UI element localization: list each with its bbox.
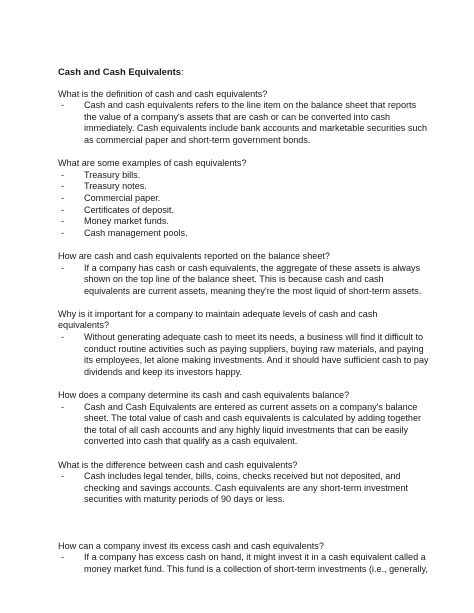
answer-item [58,181,430,193]
bullet-dash: - [61,552,65,563]
answer-item [58,471,430,506]
answer-item [58,100,430,146]
answer-text: Cash includes legal tender, bills, coins, checks received but not deposited, and checking and savings accounts. Cash equivalents are any short-term investment securities with maturity periods of 90 days or less. [84,471,409,505]
document-title-suffix: : [180,66,184,77]
question-text: How can a company invest its excess cash and cash equivalents? [58,540,324,551]
answer-text: Treasury notes. [84,181,147,192]
question-text: What is the difference between cash and cash equivalents? [58,459,298,470]
answer-text: If a company has excess cash on hand, it might invest it in a cash equivalent called a money market fund. This fund is a collection of short-term investments (i.e., generally, [84,552,428,574]
answer-item [58,263,430,298]
answer-text: Cash and Cash Equivalents are entered as current assets on a company's balance sheet. The total value of cash and cash equivalents is calculated by adding together the total of all cash accounts and any highly liquid investments that can be easily converted into cash that qualify as a cash equivalent. [84,401,422,447]
answer-item [58,228,430,240]
answer-list [58,263,430,298]
answer-list [58,552,430,575]
answer-list [58,471,430,506]
bullet-dash: - [61,204,65,215]
answer-list [58,100,430,146]
answer-text: Cash management pools. [84,227,188,238]
answer-list [58,402,430,448]
qa-section-examples [58,158,430,239]
question-text: What is the definition of cash and cash equivalents? [58,88,268,99]
answer-text: Money market funds. [84,216,169,227]
answer-text: If a company has cash or cash equivalents, the aggregate of these assets is always shown on the top line of the balance sheet. This is because cash and cash equivalents are current assets, meaning they're the most liquid of short-term assets. [84,262,422,296]
qa-section-importance [58,309,430,379]
question-text: How does a company determine its cash and cash equivalents balance? [58,390,350,401]
answer-item [58,216,430,228]
bullet-dash: - [61,262,65,273]
answer-item [58,205,430,217]
bullet-dash: - [61,169,65,180]
answer-item [58,552,430,575]
bullet-dash: - [61,332,65,343]
bullet-dash: - [61,471,65,482]
bullet-dash: - [61,401,65,412]
blank-line-spacer [58,518,430,541]
qa-section-reporting [58,251,430,297]
document-title-text: Cash and Cash Equivalents [58,66,181,77]
answer-item [58,170,430,182]
question-text: What are some examples of cash equivalents? [58,158,247,169]
bullet-dash: - [61,192,65,203]
qa-section-determination [58,390,430,448]
question-text: How are cash and cash equivalents reported on the balance sheet? [58,250,330,261]
answer-item [58,332,430,378]
bullet-dash: - [61,100,65,111]
answer-text: Treasury bills. [84,169,141,180]
answer-text: Commercial paper. [84,192,161,203]
answer-text: Cash and cash equivalents refers to the line item on the balance sheet that reports the value of a company's assets that are cash or can be converted into cash immediately. Cash equivalents include bank accounts and marketable securities such as commercial paper and short-term government bonds. [84,100,428,145]
bullet-dash: - [61,227,65,238]
answer-text: Without generating adequate cash to meet its needs, a business will find it difficult to conduct routine activities such as paying suppliers, buying raw materials, and paying its employees, let alone making investments. And it should have sufficient cash to pay dividends and keep its investors happy. [84,332,429,377]
answer-list [58,332,430,378]
document-body [58,66,430,587]
qa-section-definition [58,89,430,147]
qa-section-difference [58,460,430,506]
bullet-dash: - [61,181,65,192]
answer-item [58,193,430,205]
answer-text: Certificates of deposit. [84,204,174,215]
answer-list [58,170,430,240]
qa-section-investing [58,541,430,576]
bullet-dash: - [61,216,65,227]
document-title [58,66,430,78]
question-text: Why is it important for a company to maintain adequate levels of cash and cash equivalents? [58,308,378,331]
answer-item [58,402,430,448]
